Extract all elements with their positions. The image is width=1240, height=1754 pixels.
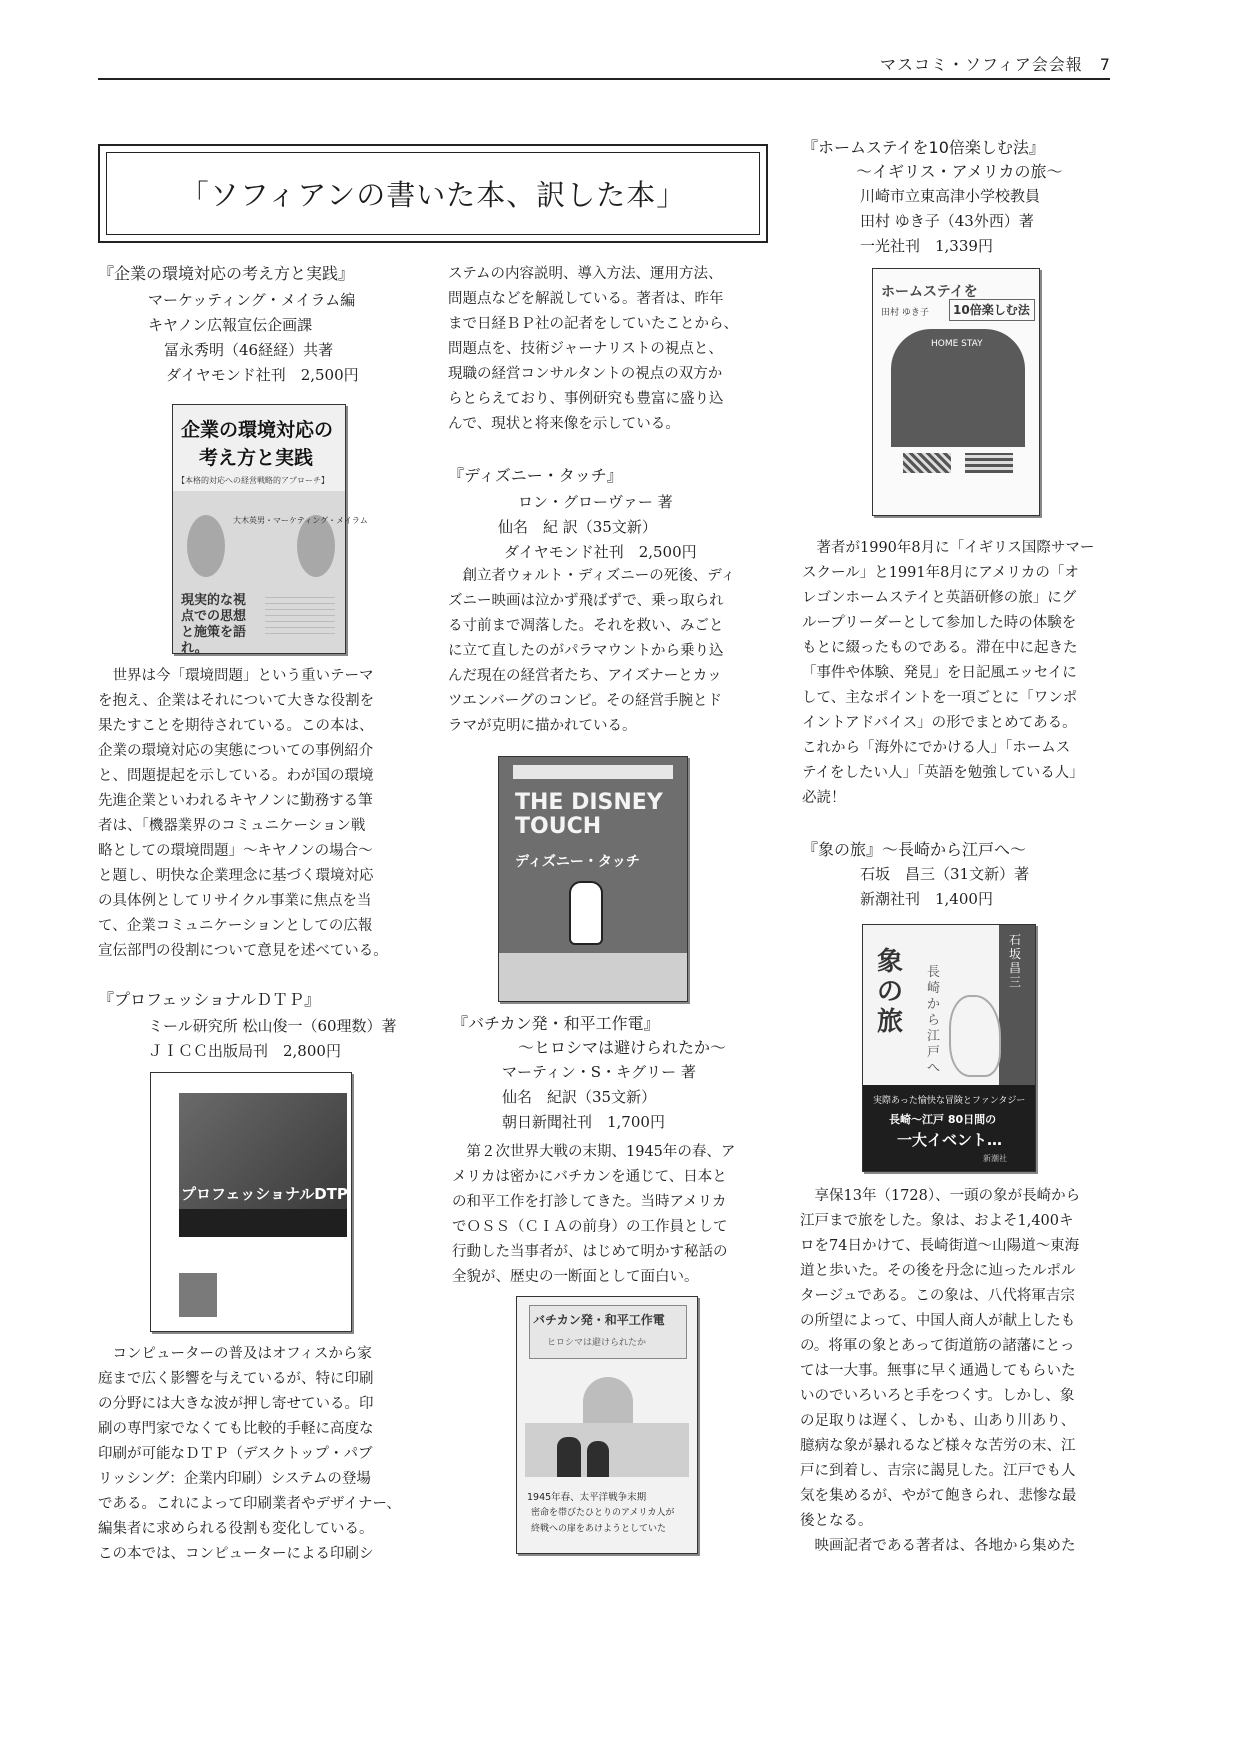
- cover-title: 象の旅: [877, 947, 904, 1037]
- meta-line: ＪＩＣＣ出版局刊 2,800円: [148, 1042, 341, 1060]
- cover-catch: 現実的な視点での思想と施策を語れ。: [181, 593, 247, 656]
- body-line: ステムの内容説明、導入方法、運用方法、: [448, 266, 723, 282]
- book-subtitle: ～ヒロシマは避けられたか～: [518, 1038, 727, 1057]
- flag-icon: [965, 453, 1013, 473]
- book-cover-vatican: [516, 1296, 698, 1554]
- body-line: の和平工作を打診してきた。当時アメリカ: [452, 1194, 727, 1210]
- body-line: の具体例としてリサイクル事業に焦点を当: [98, 893, 372, 909]
- body-line: 「事件や体験、発見」を日記風エッセイに: [802, 665, 1077, 681]
- body-line: スクール」と1991年8月にアメリカの「オ: [802, 565, 1079, 581]
- body-line: である。これによって印刷業者やデザイナー、: [98, 1496, 401, 1512]
- cover-subtitle: 長崎から江戸へ: [927, 965, 941, 1076]
- book-homestay-header: [802, 136, 1063, 259]
- body-line: んだ現在の経営者たち、アイズナーとカッ: [448, 668, 722, 684]
- body-line: 後となる。: [800, 1513, 873, 1529]
- body-line: 臆病な象が暴れるなど様々な苦労の末、江: [800, 1438, 1076, 1454]
- body-line: と、問題提起を示している。わが国の環境: [98, 768, 374, 784]
- cover-band-text: 実際あった愉快な冒険とファンタジー: [873, 1096, 1026, 1106]
- book-disney-body: [448, 564, 735, 739]
- cover-band-text: 一大イベント…: [897, 1131, 1003, 1149]
- cover-text-lines: [265, 597, 335, 637]
- body-line: 映画記者である著者は、各地から集めた: [800, 1538, 1076, 1554]
- book-dtp-header: [98, 988, 397, 1064]
- figure-illustration: [587, 1441, 609, 1477]
- body-line: と題し、明快な企業理念に基づく環境対応: [98, 868, 374, 884]
- elephant-illustration: [949, 995, 1001, 1077]
- book-homestay-body: [802, 536, 1094, 811]
- body-line: ループリーダーとして参加した時の体験を: [802, 615, 1077, 631]
- meta-line: 田村 ゆき子（43外西）著: [860, 212, 1034, 230]
- body-line: 問題点を、技術ジャーナリストの視点と、: [448, 341, 723, 357]
- cover-author: 田村 ゆき子: [881, 308, 929, 318]
- book-title: 『企業の環境対応の考え方と実践』: [98, 264, 355, 283]
- meta-line: 冨永秀明（46経経）共著: [164, 341, 334, 359]
- body-line: 現職の経営コンサルタントの視点の双方か: [448, 366, 723, 382]
- header-rule: [98, 78, 1110, 80]
- cover-catch: 終戦への扉をあけようとしていた: [531, 1524, 667, 1534]
- book-cover-dtp: [150, 1072, 352, 1332]
- book-title: 『プロフェッショナルＤＴＰ』: [98, 990, 321, 1009]
- body-line: テイをしたい人」「英語を勉強している人」: [802, 765, 1084, 781]
- body-line: ては一大事。無事に早く通過してもらいた: [800, 1363, 1076, 1379]
- body-line: 著者が1990年8月に「イギリス国際サマー: [802, 540, 1095, 556]
- body-line: 印刷が可能なＤＴＰ（デスクトップ・パブ: [98, 1446, 373, 1462]
- cover-title: ホームステイを: [881, 284, 978, 300]
- book-cover-zou: [862, 924, 1036, 1172]
- book-dtp-body: [98, 1342, 401, 1567]
- book-meta: [448, 490, 697, 565]
- book-zou-body: [800, 1184, 1080, 1559]
- cover-catch: 1945年春、太平洋戦争末期: [527, 1492, 647, 1503]
- figure-illustration: [557, 1437, 581, 1477]
- cover-author-band: [513, 765, 673, 779]
- page-header: マスコミ・ソフィア会会報 7: [880, 55, 1111, 74]
- cover-publisher: 新潮社: [983, 1154, 1007, 1163]
- book-title: 『ホームステイを10倍楽しむ法』: [802, 138, 1045, 157]
- meta-line: ミール研究所 松山俊一（60理数）著: [148, 1017, 397, 1035]
- body-line: 戸に到着し、吉宗に謁見した。江戸でも人: [800, 1463, 1076, 1479]
- body-line: いのでいろいろと手をつくす。しかし、象: [800, 1388, 1075, 1404]
- body-line: タージュである。この象は、八代将軍吉宗: [800, 1288, 1075, 1304]
- cover-title: THE DISNEY TOUCH: [515, 790, 663, 839]
- section-title: 「ソフィアンの書いた本、訳した本」: [179, 178, 687, 212]
- body-line: この本では、コンピューターによる印刷シ: [98, 1546, 374, 1562]
- cover-square: [179, 1273, 217, 1317]
- body-line: に立て直したのがパラマウントから乗り込: [448, 643, 724, 659]
- body-line: イントアドバイス」の形でまとめてある。: [802, 715, 1077, 731]
- body-line: 略としての環境問題」～キヤノンの場合～: [98, 843, 373, 859]
- body-line: コンピューターの普及はオフィスから家: [98, 1346, 372, 1362]
- book-cover-homestay: [872, 268, 1040, 516]
- book-title: 『バチカン発・和平工作電』: [452, 1014, 660, 1033]
- book-cover-kankyo: [172, 404, 368, 656]
- body-line: を抱え、企業はそれについて大きな役割を: [98, 693, 375, 709]
- meta-line: ダイヤモンド社刊 2,500円: [504, 543, 697, 561]
- body-line: の足取りは遅く、しかも、山あり川あり、: [800, 1413, 1076, 1429]
- section-title-box: [98, 144, 768, 243]
- section-title-inner: [106, 152, 760, 235]
- body-line: 先進企業といわれるキヤノンに勤務する筆: [98, 793, 373, 809]
- body-line: 者は、「機器業界のコミュニケーション戦: [98, 818, 366, 834]
- cover-subtitle: 【本格的対応への経営戦略的アプローチ】: [177, 476, 329, 485]
- cover-title: バチカン発・和平工作電: [533, 1313, 665, 1327]
- body-line: 宣伝部門の役割について意見を述べている。: [98, 943, 388, 959]
- cover-subtitle: ディズニー・タッチ: [515, 854, 640, 870]
- body-line: 編集者に求められる役割も変化している。: [98, 1521, 374, 1537]
- body-line: 刷の専門家でなくても比較的手軽に高度な: [98, 1421, 374, 1437]
- body-line: 道と歩いた。その後を丹念に辿ったルポル: [800, 1263, 1076, 1279]
- body-line: もとに綴ったものである。滞在中に起きた: [802, 640, 1078, 656]
- body-line: ズニー映画は泣かず飛ばずで、乗っ取られ: [448, 593, 724, 609]
- meta-line: マーティン・S・キグリー 著: [502, 1063, 696, 1081]
- cover-title-band: [179, 1209, 347, 1237]
- book-subtitle: ～イギリス・アメリカの旅～: [856, 162, 1063, 181]
- body-line: 企業の環境対応の実態についての事例紹介: [98, 743, 374, 759]
- body-line: 果たすことを期待されている。この本は、: [98, 718, 374, 734]
- body-line: んで、現状と将来像を示している。: [448, 416, 680, 432]
- meta-line: 一光社刊 1,339円: [860, 237, 993, 255]
- body-line: 江戸まで旅をした。象は、およそ1,400キ: [800, 1213, 1074, 1229]
- cover-title: プロフェッショナルDTP: [181, 1185, 348, 1203]
- dome-illustration: [583, 1377, 633, 1427]
- meta-line: 仙名 紀訳（35文新）: [502, 1088, 657, 1106]
- meta-line: ダイヤモンド社刊 2,500円: [166, 366, 359, 384]
- cover-catch: 密命を帯びたひとりのアメリカ人が: [531, 1508, 675, 1518]
- cover-title-2: 10倍楽しむ法: [953, 303, 1030, 317]
- book-disney-header: [448, 464, 697, 565]
- body-line: リッシング：企業内印刷）システムの登場: [98, 1471, 371, 1487]
- body-line: ラマが克明に描かれている。: [448, 718, 637, 734]
- body-line: 必読！: [802, 790, 846, 806]
- body-line: 世界は今「環境問題」という重いテーマ: [98, 668, 374, 684]
- body-line: の。将軍の象とあって街道筋の諸藩にとっ: [800, 1338, 1075, 1354]
- book-meta: [802, 862, 1029, 912]
- book-kankyo-header: [98, 262, 359, 388]
- book-meta: [452, 1060, 726, 1135]
- meta-line: 新潮社刊 1,400円: [860, 890, 993, 908]
- book-title: 『象の旅』～長崎から江戸へ～: [802, 840, 1027, 859]
- cover-band-text: 長崎～江戸 80日間の: [889, 1113, 997, 1126]
- body-line: らとらえており、事例研究も豊富に盛り込: [448, 391, 724, 407]
- body-line: 享保13年（1728）、一頭の象が長崎から: [800, 1188, 1081, 1204]
- body-line: レゴンホームステイと英語研修の旅」にグ: [802, 590, 1077, 606]
- body-line: 問題点などを解説している。著者は、昨年: [448, 291, 724, 307]
- body-line: これから「海外にでかける人」「ホームス: [802, 740, 1071, 756]
- body-line: の所望によって、中国人商人が献上したも: [800, 1313, 1076, 1329]
- cover-author: 大木英男・マーケティング・メイラム: [233, 516, 368, 525]
- book-meta: [802, 184, 1063, 259]
- book-meta: [98, 1014, 397, 1064]
- body-line: して、主なポイントを一項ごとに「ワンポ: [802, 690, 1078, 706]
- body-line: の分野には大きな波が押し寄せている。印: [98, 1396, 374, 1412]
- book-cover-disney: [498, 756, 688, 1002]
- body-line: 気を集めるが、やがて飽きられ、悲惨な最: [800, 1488, 1077, 1504]
- cover-subtitle: ヒロシマは避けられたか: [547, 1338, 647, 1348]
- meta-line: 朝日新聞社刊 1,700円: [502, 1113, 665, 1131]
- body-line: ツエンバーグのコンビ。その経営手腕とド: [448, 693, 723, 709]
- book-zou-header: [802, 838, 1029, 912]
- cover-author: 石坂昌三: [1009, 933, 1022, 989]
- meta-line: ロン・グローヴァー 著: [518, 493, 673, 511]
- body-line: 創立者ウォルト・ディズニーの死後、ディ: [448, 568, 736, 584]
- book-vatican-body: [452, 1140, 735, 1290]
- cover-band-text: HOME STAY: [931, 339, 983, 349]
- cover-title-2: 考え方と実践: [199, 447, 314, 469]
- body-line: 全貌が、歴史の一断面として面白い。: [452, 1269, 699, 1285]
- body-line: でＯＳＳ（ＣＩＡの前身）の工作員として: [452, 1219, 728, 1235]
- cover-decor-ellipse: [187, 515, 225, 577]
- meta-line: 仙名 紀 訳（35文新）: [498, 518, 657, 536]
- body-line: て、企業コミュニケーションとしての広報: [98, 918, 373, 934]
- meta-line: マーケッティング・メイラム編: [148, 291, 356, 309]
- body-line: メリカは密かにバチカンを通じて、日本と: [452, 1169, 727, 1185]
- flag-icon: [903, 453, 951, 473]
- book-kankyo-body: [98, 664, 388, 964]
- body-line: る寸前まで凋落した。それを救い、みごと: [448, 618, 724, 634]
- body-line: 行動した当事者が、はじめて明かす秘話の: [452, 1244, 728, 1260]
- book-meta: [98, 288, 359, 388]
- meta-line: キヤノン広報宣伝企画課: [148, 316, 313, 334]
- cover-bottom-band: [499, 953, 687, 1001]
- book-title: 『ディズニー・タッチ』: [448, 466, 623, 485]
- meta-line: 石坂 昌三（31文新）著: [860, 865, 1030, 883]
- body-line: ロを74日かけて、長崎街道～山陽道～東海: [800, 1238, 1080, 1254]
- cover-title: 企業の環境対応の: [181, 419, 334, 441]
- body-line: まで日経ＢＰ社の記者をしていたことから、: [448, 316, 738, 332]
- body-line: 第２次世界大戦の末期、1945年の春、ア: [452, 1144, 736, 1160]
- body-line: 庭まで広く影響を与えているが、特に印刷: [98, 1371, 374, 1387]
- hand-icon: [569, 881, 603, 945]
- meta-line: 川崎市立東高津小学校教員: [860, 187, 1041, 205]
- book-vatican-header: [452, 1012, 726, 1135]
- book-dtp-body-cont: [448, 262, 738, 437]
